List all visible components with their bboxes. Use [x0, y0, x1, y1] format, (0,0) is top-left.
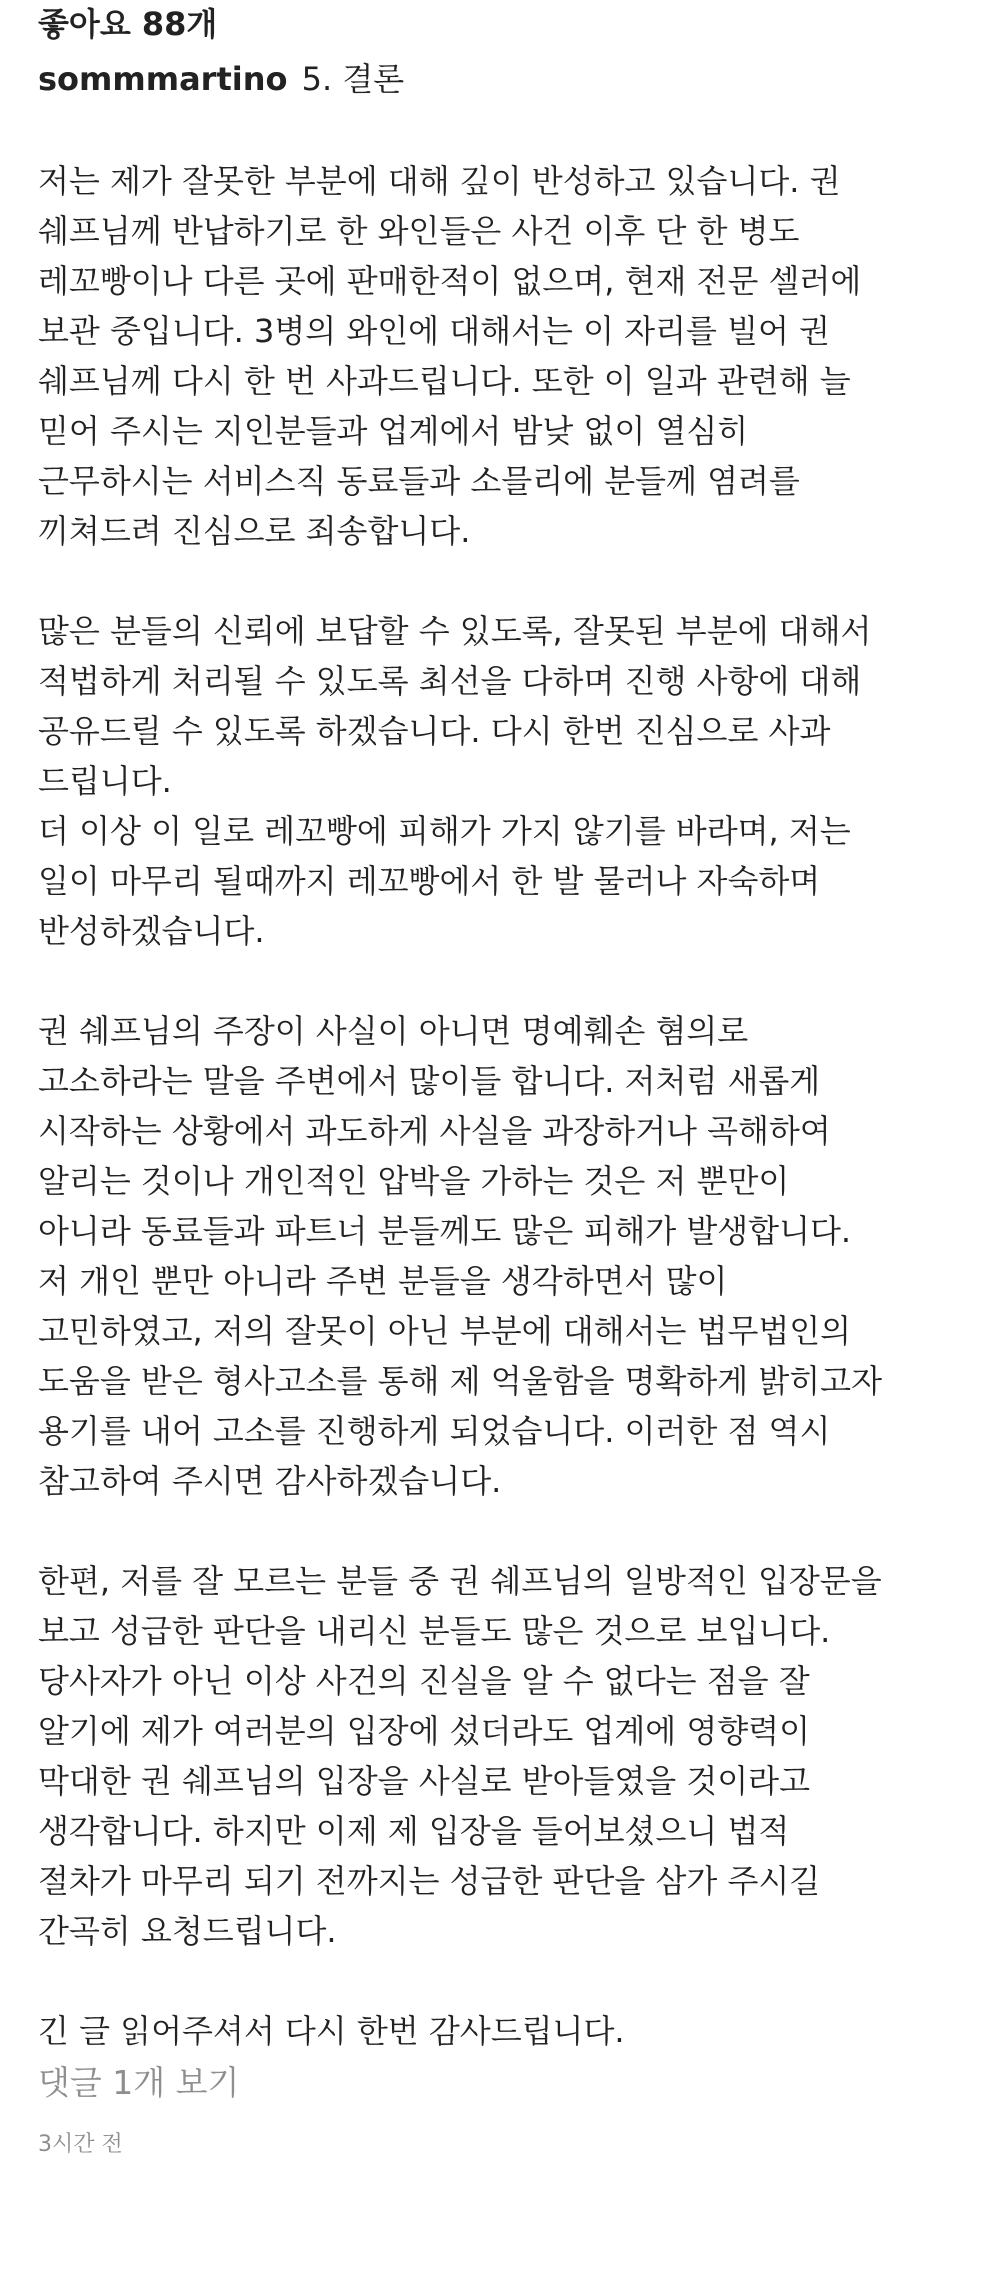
caption-line: 한편, 저를 잘 모르는 분들 중 권 쉐프님의 일방적인 입장문을	[38, 1562, 882, 1600]
caption-paragraph	[38, 156, 978, 556]
caption-line: 용기를 내어 고소를 진행하게 되었습니다. 이러한 점 역시	[38, 1412, 831, 1450]
caption-line: 많은 분들의 신뢰에 보답할 수 있도록, 잘못된 부분에 대해서	[38, 612, 872, 650]
likes-count[interactable]: 좋아요 88개	[38, 5, 218, 43]
caption-line: 참고하여 주시면 감사하겠습니다.	[38, 1462, 502, 1500]
post-container	[38, 0, 978, 2160]
caption-line: 레꼬빵이나 다른 곳에 판매한적이 없으며, 현재 전문 셀러에	[38, 262, 862, 300]
caption-line: 긴 글 읽어주셔서 다시 한번 감사드립니다.	[38, 2012, 625, 2050]
caption-paragraph	[38, 606, 978, 956]
caption-line: 드립니다.	[38, 762, 172, 800]
caption-paragraph	[38, 1006, 978, 1506]
caption-paragraph	[38, 2006, 978, 2056]
username-link[interactable]: sommmartino	[38, 60, 288, 98]
caption-line: 권 쉐프님의 주장이 사실이 아니면 명예훼손 혐의로	[38, 1012, 749, 1050]
caption-line: 생각합니다. 하지만 이제 제 입장을 들어보셨으니 법적	[38, 1812, 790, 1850]
caption-line: 아니라 동료들과 파트너 분들께도 많은 피해가 발생합니다.	[38, 1212, 852, 1250]
post-timestamp: 3시간 전	[38, 2132, 123, 2157]
caption-paragraph	[38, 1556, 978, 1956]
caption-line: 고민하였고, 저의 잘못이 아닌 부분에 대해서는 법무법인의	[38, 1312, 852, 1350]
caption-line: 당사자가 아닌 이상 사건의 진실을 알 수 없다는 점을 잘	[38, 1662, 810, 1700]
caption-line: 고소하라는 말을 주변에서 많이들 합니다. 저처럼 새롭게	[38, 1062, 821, 1100]
caption-line: 시작하는 상황에서 과도하게 사실을 과장하거나 곡해하여	[38, 1112, 831, 1150]
caption-line: 막대한 권 쉐프님의 입장을 사실로 받아들였을 것이라고	[38, 1762, 811, 1800]
caption-line: 저 개인 뿐만 아니라 주변 분들을 생각하면서 많이	[38, 1262, 728, 1300]
caption-line: 보관 중입니다. 3병의 와인에 대해서는 이 자리를 빌어 권	[38, 312, 830, 350]
caption-line: 반성하겠습니다.	[38, 912, 265, 950]
caption-title: 5. 결론	[301, 60, 405, 98]
caption-line: 보고 성급한 판단을 내리신 분들도 많은 것으로 보입니다.	[38, 1612, 831, 1650]
view-comments-link[interactable]: 댓글 1개 보기	[38, 2063, 240, 2102]
caption-line: 더 이상 이 일로 레꼬빵에 피해가 가지 않기를 바라며, 저는	[38, 812, 851, 850]
caption-line: 저는 제가 잘못한 부분에 대해 깊이 반성하고 있습니다. 권	[38, 162, 841, 200]
caption-line: 근무하시는 서비스직 동료들과 소믈리에 분들께 염려를	[38, 462, 800, 500]
caption-header	[38, 56, 978, 102]
caption-line: 쉐프님께 다시 한 번 사과드립니다. 또한 이 일과 관련해 늘	[38, 362, 851, 400]
caption-line: 끼쳐드려 진심으로 죄송합니다.	[38, 512, 471, 550]
caption-line: 적법하게 처리될 수 있도록 최선을 다하며 진행 사항에 대해	[38, 662, 862, 700]
caption-line: 도움을 받은 형사고소를 통해 제 억울함을 명확하게 밝히고자	[38, 1362, 883, 1400]
caption-line: 쉐프님께 반납하기로 한 와인들은 사건 이후 단 한 병도	[38, 212, 800, 250]
caption-line: 절차가 마무리 되기 전까지는 성급한 판단을 삼가 주시길	[38, 1862, 821, 1900]
caption-line: 알기에 제가 여러분의 입장에 섰더라도 업계에 영향력이	[38, 1712, 811, 1750]
caption-line: 일이 마무리 될때까지 레꼬빵에서 한 발 물러나 자숙하며	[38, 862, 821, 900]
caption-line: 알리는 것이나 개인적인 압박을 가하는 것은 저 뿐만이	[38, 1162, 790, 1200]
caption-line: 간곡히 요청드립니다.	[38, 1912, 337, 1950]
caption-body	[38, 156, 978, 2056]
caption-line: 공유드릴 수 있도록 하겠습니다. 다시 한번 진심으로 사과	[38, 712, 831, 750]
caption-line: 믿어 주시는 지인분들과 업계에서 밤낮 없이 열심히	[38, 412, 749, 450]
